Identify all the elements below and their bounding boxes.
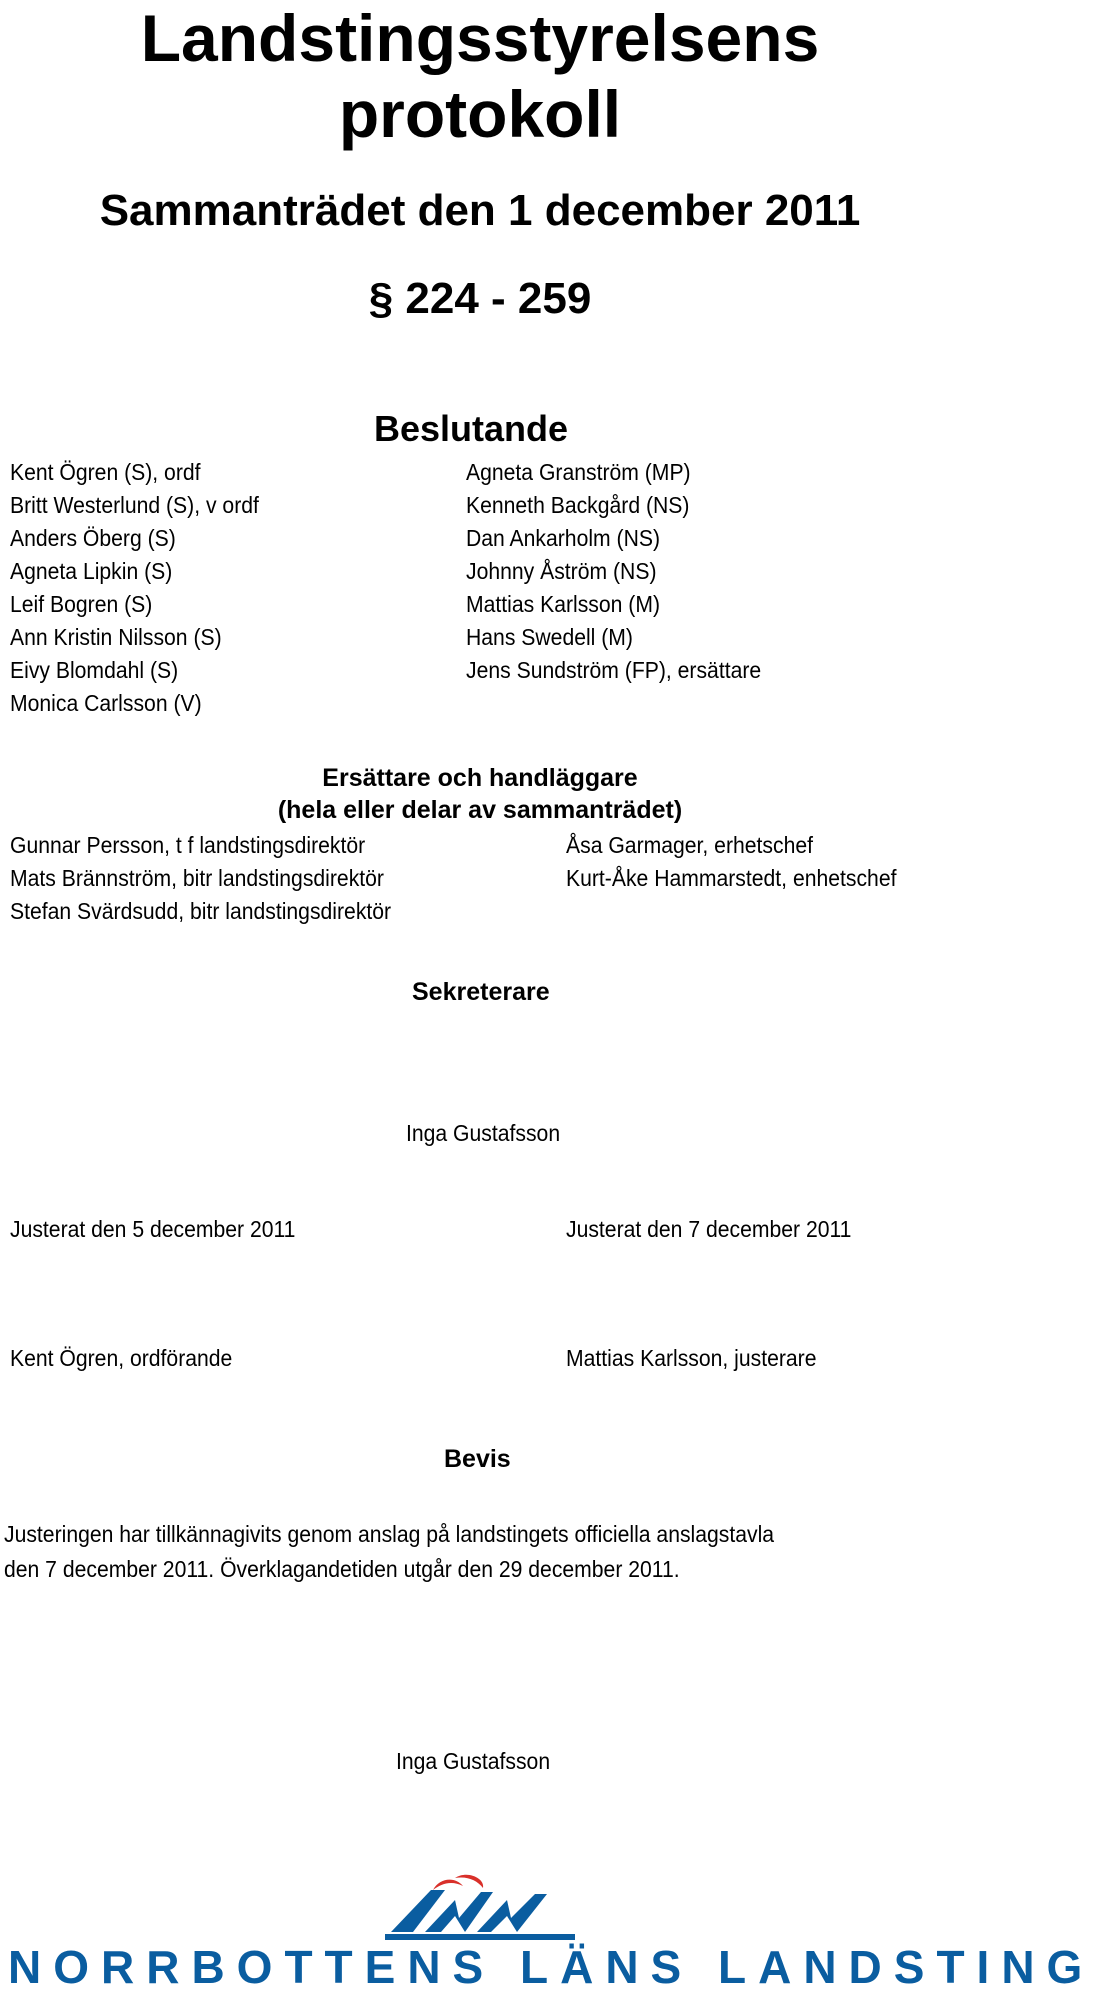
ersattare-left-list — [10, 829, 391, 928]
list-item: Dan Ankarholm (NS) — [466, 525, 661, 551]
ersattare-heading-line-2: (hela eller delar av sammanträdet) — [277, 796, 683, 824]
justerat-date-right: Justerat den 7 december 2011 — [566, 1216, 852, 1242]
list-item: Hans Swedell (M) — [466, 624, 633, 650]
sekreterare-name: Inga Gustafsson — [406, 1120, 561, 1146]
beslutande-left-list — [10, 456, 259, 720]
list-item: Stefan Svärdsudd, bitr landstingsdirektör — [10, 898, 392, 924]
list-item: Ann Kristin Nilsson (S) — [10, 624, 222, 650]
beslutande-heading: Beslutande — [374, 408, 569, 449]
justerare-name-left: Kent Ögren, ordförande — [10, 1345, 233, 1371]
list-item: Johnny Åström (NS) — [466, 558, 657, 584]
justerare-name-right: Mattias Karlsson, justerare — [566, 1345, 817, 1371]
list-item: Agneta Granström (MP) — [466, 459, 691, 485]
list-item: Kenneth Backgård (NS) — [466, 492, 690, 518]
list-item: Agneta Lipkin (S) — [10, 558, 173, 584]
list-item: Mattias Karlsson (M) — [466, 591, 661, 617]
list-item: Gunnar Persson, t f landstingsdirektör — [10, 832, 366, 858]
sekreterare-heading: Sekreterare — [412, 978, 550, 1006]
meeting-date: Sammanträdet den 1 december 2011 — [99, 186, 861, 235]
bevis-text-line-1: Justeringen har tillkännagivits genom anslag på landstingets officiella anslagstavla — [4, 1521, 775, 1547]
ersattare-heading-line-1: Ersättare och handläggare — [322, 764, 638, 792]
list-item: Eivy Blomdahl (S) — [10, 657, 179, 683]
bevis-heading: Bevis — [444, 1445, 511, 1473]
list-item: Britt Westerlund (S), v ordf — [10, 492, 259, 518]
ersattare-right-list — [566, 829, 896, 895]
organization-name: NORRBOTTENS LÄNS LANDSTING — [8, 1941, 1094, 1993]
list-item: Leif Bogren (S) — [10, 591, 153, 617]
page-title — [0, 0, 960, 152]
bevis-signer: Inga Gustafsson — [396, 1748, 551, 1774]
list-item: Åsa Garmager, erhetschef — [566, 832, 813, 858]
list-item: Jens Sundström (FP), ersättare — [466, 657, 762, 683]
beslutande-right-list — [466, 456, 761, 687]
title-line-1: Landstingsstyrelsens — [140, 1, 820, 75]
list-item: Kurt-Åke Hammarstedt, enhetschef — [566, 865, 897, 891]
ersattare-heading — [0, 764, 960, 828]
list-item: Kent Ögren (S), ordf — [10, 459, 201, 485]
title-line-2: protokoll — [338, 77, 622, 151]
justerat-date-left: Justerat den 5 december 2011 — [10, 1216, 296, 1242]
list-item: Anders Öberg (S) — [10, 525, 176, 551]
bevis-text-line-2: den 7 december 2011. Överklagandetiden utgår den 29 december 2011. — [4, 1556, 680, 1582]
norrbotten-landsting-logo-icon — [385, 1872, 575, 1944]
list-item: Mats Brännström, bitr landstingsdirektör — [10, 865, 384, 891]
paragraph-range: § 224 - 259 — [368, 274, 592, 323]
list-item: Monica Carlsson (V) — [10, 690, 202, 716]
